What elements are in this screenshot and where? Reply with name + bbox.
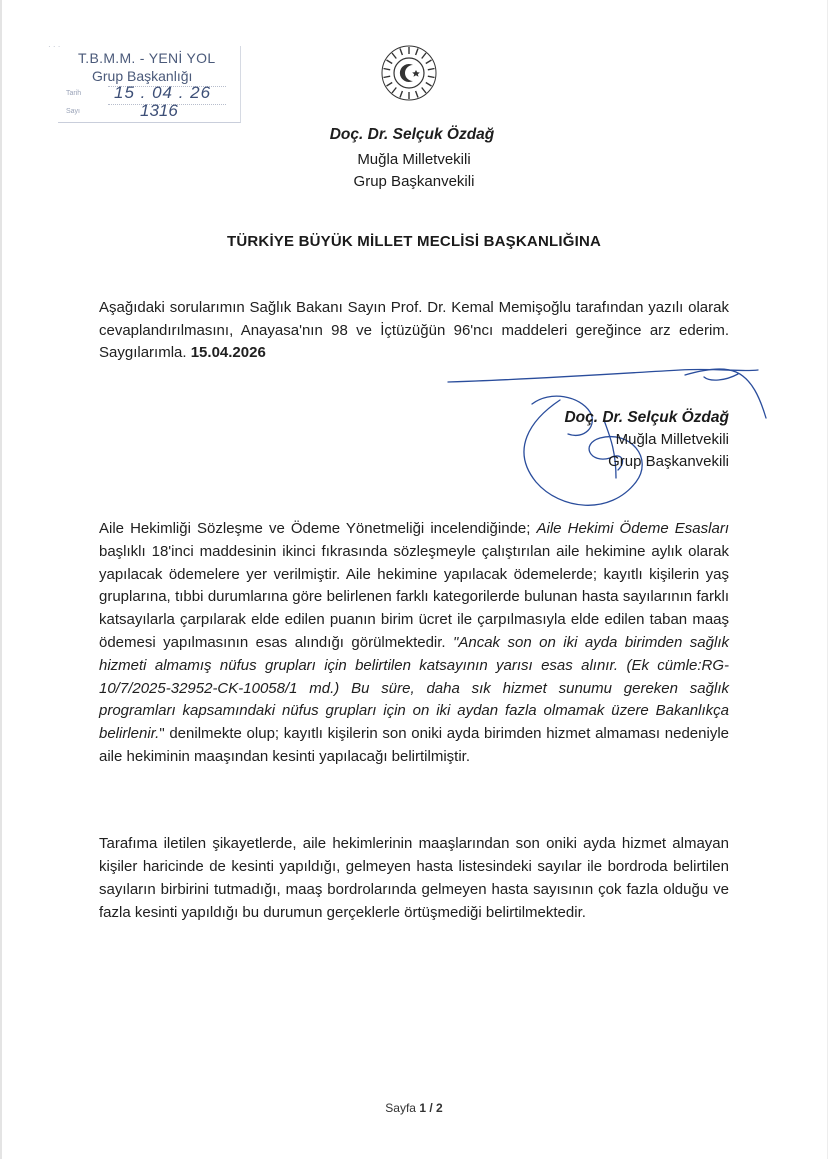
footer-page-number: 1 / 2	[419, 1101, 443, 1115]
body-p1-part-a: Aile Hekimliği Sözleşme ve Ödeme Yönetmeliği incelendiğinde;	[99, 520, 537, 537]
stamp-date-value: 15 . 04 . 26	[114, 83, 212, 102]
body-paragraph-2: Tarafıma iletilen şikayetlerde, aile hekimlerinin maaşlarından son oniki ayda hizmet almayan kişiler haricinde de kesinti yapıldığı, gelmeyen hasta listesindeki sayılar ile bordroda belirtilen sayıların birbirini tutmadığı, maaş bordrolarında gelmeyen hasta sayısının çok fazla olduğu ve fazla kesinti yapıldığı bu durumun gerçeklerle örtüşmediği belirtilmektedir.	[99, 835, 729, 921]
body-paragraph-1	[99, 518, 729, 769]
body-p1-part-e: " denilmekte olup; kayıtlı kişilerin son oniki ayda birimden hizmet almaması nedeniyle aile hekiminin maaşından kesinti yapılacağı belirtilmiştir.	[99, 725, 729, 765]
header-name: Doç. Dr. Selçuk Özdağ	[329, 126, 495, 143]
intro-text: Aşağıdaki sorularımın Sağlık Bakanı Sayın Prof. Dr. Kemal Memişoğlu tarafından yazılı olarak cevaplandırılmasını, Anayasa'nın 98 ve İçtüzüğün 96'ncı maddeleri gereğince arz ederim. Saygılarımla.	[99, 299, 729, 361]
intro-paragraph	[99, 297, 729, 365]
tbmm-logo-icon	[380, 44, 438, 102]
stamp-number-label: Sayı	[66, 108, 81, 115]
registration-stamp	[48, 42, 238, 122]
page-footer	[0, 1101, 828, 1115]
stamp-number-value: 1316	[140, 101, 178, 120]
stamp-line2: Grup Başkanlığı	[92, 68, 193, 84]
addressee-heading: TÜRKİYE BÜYÜK MİLLET MECLİSİ BAŞKANLIĞINA	[226, 233, 602, 250]
stamp-corner-mark: · · ·	[48, 42, 61, 51]
signature-name: Doç. Dr. Selçuk Özdağ	[564, 409, 729, 426]
header-title-line1: Muğla Milletvekili	[357, 151, 471, 168]
footer-label: Sayfa	[385, 1101, 416, 1115]
stamp-date-label: Tarih	[66, 90, 82, 97]
body-p1-part-c: başlıklı 18'inci maddesinin ikinci fıkrasında sözleşmeyle çalıştırılan aile hekimine aylık olarak yapılacak ödemelere yer verilmiştir. Aile hekimine yapılacak ödemelerde; kayıtlı kişilerin yaş gruplarına, tıbbi durumlarına göre belirlenen farklı kategorilerde bulunan hasta sayılarının farklı katsayılarla çarpılarak elde edilen puanın birim ücret ile çarpılmasıyla elde edilen taban maaş ödemesi yapılmasının esas alındığı görülmektedir.	[99, 542, 729, 651]
signature-title-line2: Grup Başkanvekili	[608, 453, 729, 470]
stamp-line1: T.B.M.M. - YENİ YOL	[78, 50, 216, 66]
intro-date: 15.04.2026	[190, 344, 266, 361]
signature-title-line1: Muğla Milletvekili	[615, 431, 729, 448]
body-p1-quote: "Ancak son on iki ayda birimden sağlık hizmeti almamış nüfus grupları için belirtilen katsayının yarısı esas alınır. (Ek cümle:RG-10/7/2025-32952-CK-10058/1 md.) Bu süre, daha sık hizmet sunumu gereken sağlık programları kapsamındaki nüfus grupları için on iki aydan fazla olmamak üzere Bakanlıkça belirlenir.	[99, 633, 729, 743]
header-title-line2: Grup Başkanvekili	[353, 173, 475, 190]
body-p1-italic-heading: Aile Hekimi Ödeme Esasları	[536, 520, 729, 537]
